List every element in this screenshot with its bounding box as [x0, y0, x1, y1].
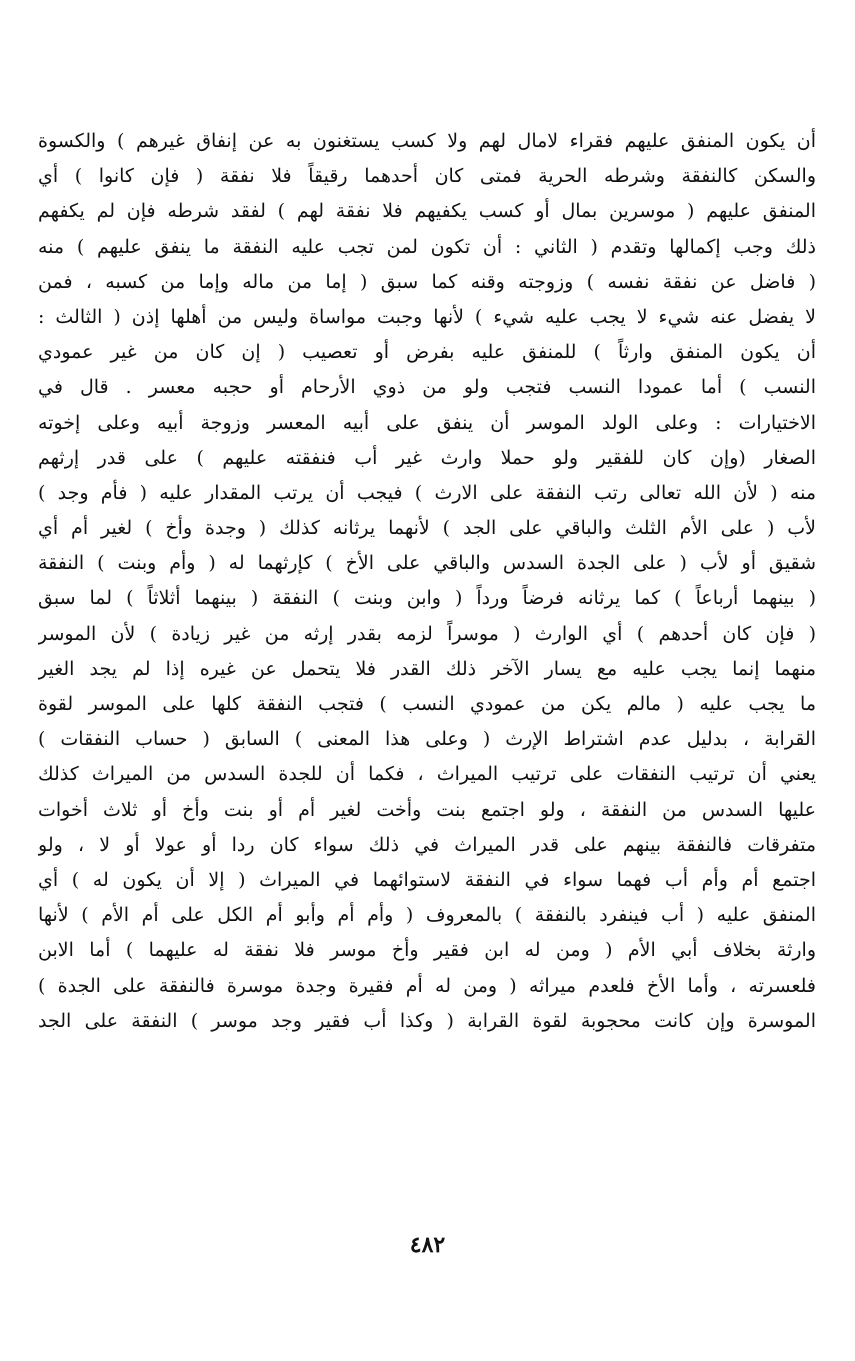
text-line-14: ( بينهما أرباعاً ) كما يرثانه فرضاً ورداً ( وابن وبنت ) النفقة ( بينهما أثلاثاً ) لما سبق [38, 587, 816, 610]
text-line-16: منهما إنما يجب عليه مع يسار الآخر ذلك القدر فلا يتحمل عن غيره إذا لم يجد الغير [38, 657, 816, 680]
text-line-19: يعني أن ترتيب النفقات على ترتيب الميراث ، فكما أن للجدة السدس من الميراث كذلك [38, 763, 816, 786]
page-number: ٤٨٢ [409, 1232, 446, 1258]
text-line-11: منه ( لأن الله تعالى رتب النفقة على الارث ) فيجب أن يرتب المقدار عليه ( فأم وجد ) [38, 481, 816, 504]
text-line-24: وارثة بخلاف أبي الأم ( ومن له ابن فقير وأخ موسر فلا نفقة له عليهما ) أما الابن [38, 939, 816, 962]
text-line-17: ما يجب عليه ( مالم يكن من عمودي النسب ) فتجب النفقة كلها على الموسر لقوة [38, 693, 816, 715]
text-line-18: القرابة ، بدليل عدم اشتراط الإرث ( وعلى هذا المعنى ) السابق ( حساب النفقات ) [38, 728, 816, 751]
text-line-2: والسكن كالنفقة وشرطه الحرية فمتى كان أحدهما رقيقاً فلا نفقة ( فإن كانوا ) أي [38, 165, 816, 188]
text-line-13: شقيق أو لأب ( على الجدة السدس والباقي على الأخ ) كإرثهما له ( وأم وبنت ) النفقة [38, 552, 816, 575]
text-line-8: النسب ) أما عمودا النسب فتجب ولو من ذوي الأرحام أو حجبه معسر . قال في [38, 376, 816, 399]
text-line-5: ( فاضل عن نفقة نفسه ) وزوجته وقنه كما سبق ( إما من ماله وإما من كسبه ، فمن [38, 270, 816, 293]
text-line-12: لأب ( على الأم الثلث والباقي على الجد ) لأنهما يرثانه كذلك ( وجدة وأخ ) لغير أم أي [38, 517, 816, 540]
text-line-6: لا يفضل عنه شيء لا يجب عليه شيء ) لأنها وجبت مواساة وليس من أهلها إذن ( الثالث : [38, 305, 816, 328]
text-line-9: الاختيارات : وعلى الولد الموسر أن ينفق على أبيه المعسر وزوجة أبيه وعلى إخوته [38, 411, 816, 434]
text-line-20: عليها السدس من النفقة ، ولو اجتمع بنت وأخت لغير أم أو بنت وأخ أو ثلاث أخوات [38, 798, 816, 821]
page-body [38, 124, 816, 1234]
text-line-22: اجتمع أم وأم أب فهما سواء في النفقة لاستوائهما في الميراث ( إلا أن يكون له ) أي [38, 868, 816, 891]
text-line-7: أن يكون المنفق وارثاً ) للمنفق عليه بفرض أو تعصيب ( إن كان من غير عمودي [38, 341, 816, 364]
text-line-23: المنفق عليه ( أب فينفرد بالنفقة ) بالمعروف ( وأم أم وأبو أم الكل على أم الأم ) لأنها [38, 904, 816, 927]
text-line-4: ذلك وجب إكمالها وتقدم ( الثاني : أن تكون لمن تجب عليه النفقة ما ينفق عليهم ) منه [38, 235, 816, 258]
text-line-21: متفرقات فالنفقة بينهم على قدر الميراث في ذلك سواء كان ردا أو عولا أو لا ، ولو [38, 833, 816, 856]
text-line-10: الصغار (وإن كان للفقير ولو حملا وارث غير أب فنفقته عليهم ) على قدر إرثهم [38, 446, 816, 469]
text-line-1: أن يكون المنفق عليهم فقراء لامال لهم ولا كسب يستغنون به عن إنفاق غيرهم ) والكسوة [38, 130, 816, 152]
text-line-26: الموسرة وإن كانت محجوبة لقوة القرابة ( وكذا أب فقير وجد موسر ) النفقة على الجد [38, 1009, 816, 1032]
text-line-3: المنفق عليهم ( موسرين بمال أو كسب يكفيهم فلا نفقة لهم ) لفقد شرطه فإن لم يكفهم [38, 200, 816, 223]
text-line-25: فلعسرته ، وأما الأخ فلعدم ميراثه ( ومن له أم فقيرة وجدة موسرة فالنفقة على الجدة ) [38, 974, 816, 997]
text-line-15: ( فإن كان أحدهم ) أي الوارث ( موسراً لزمه بقدر إرثه من غير زيادة ) لأن الموسر [38, 622, 816, 645]
